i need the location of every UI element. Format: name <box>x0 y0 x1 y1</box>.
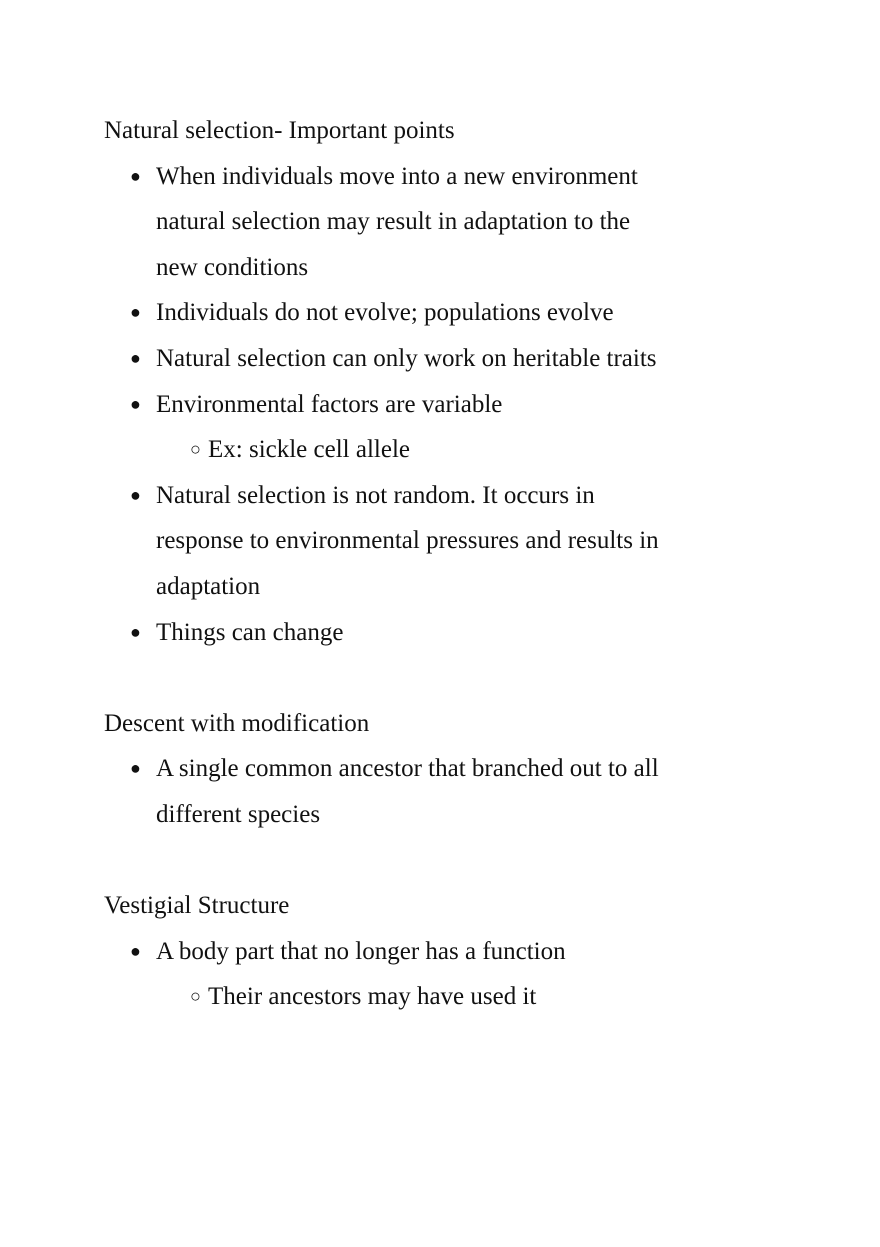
filled-bullet-icon: ● <box>130 302 141 323</box>
sub-list-item <box>182 427 804 473</box>
sub-list-item-text: Ex: sickle cell allele <box>208 436 410 464</box>
sub-list-item-text: Their ancestors may have used it <box>208 983 537 1011</box>
section-heading: Natural selection- Important points <box>104 117 455 144</box>
list-item-text: A body part that no longer has a function <box>156 937 566 965</box>
document-page <box>104 108 804 1020</box>
filled-bullet-icon: ● <box>130 484 141 505</box>
list-item-text: Natural selection can only work on heritable traits <box>156 344 657 372</box>
filled-bullet-icon: ● <box>130 347 141 368</box>
section-vestigial-structure <box>104 883 804 1020</box>
sub-list-item <box>182 974 804 1020</box>
filled-bullet-icon: ● <box>130 621 141 642</box>
sub-bullet-list <box>156 427 804 473</box>
list-item <box>130 382 804 473</box>
section-descent-with-modification <box>104 701 804 838</box>
filled-bullet-icon: ● <box>130 758 141 779</box>
list-item <box>130 290 804 336</box>
bullet-list <box>104 929 804 1020</box>
list-item <box>130 746 804 837</box>
list-item <box>130 473 804 610</box>
hollow-bullet-icon: ○ <box>190 439 201 460</box>
list-item <box>130 610 804 656</box>
bullet-list <box>104 154 804 656</box>
list-item <box>130 336 804 382</box>
sub-bullet-list <box>156 974 804 1020</box>
filled-bullet-icon: ● <box>130 940 141 961</box>
section-heading: Descent with modification <box>104 709 370 737</box>
hollow-bullet-icon: ○ <box>190 986 201 1007</box>
list-item <box>130 929 804 1020</box>
list-item-text: A single common ancestor that branched out to all different species <box>156 755 659 828</box>
list-item-text: Environmental factors are variable <box>156 390 503 418</box>
section-heading: Vestigial Structure <box>104 892 290 920</box>
filled-bullet-icon: ● <box>130 165 141 186</box>
list-item <box>130 154 804 291</box>
filled-bullet-icon: ● <box>130 393 141 414</box>
list-item-text: Things can change <box>156 618 344 646</box>
list-item-text: When individuals move into a new environment natural selection may result in adaptation to the new conditions <box>156 162 638 281</box>
list-item-text: Natural selection is not random. It occurs in response to environmental pressures and results in adaptation <box>156 481 659 600</box>
section-natural-selection <box>104 108 804 655</box>
list-item-text: Individuals do not evolve; populations evolve <box>156 299 614 327</box>
bullet-list <box>104 746 804 837</box>
